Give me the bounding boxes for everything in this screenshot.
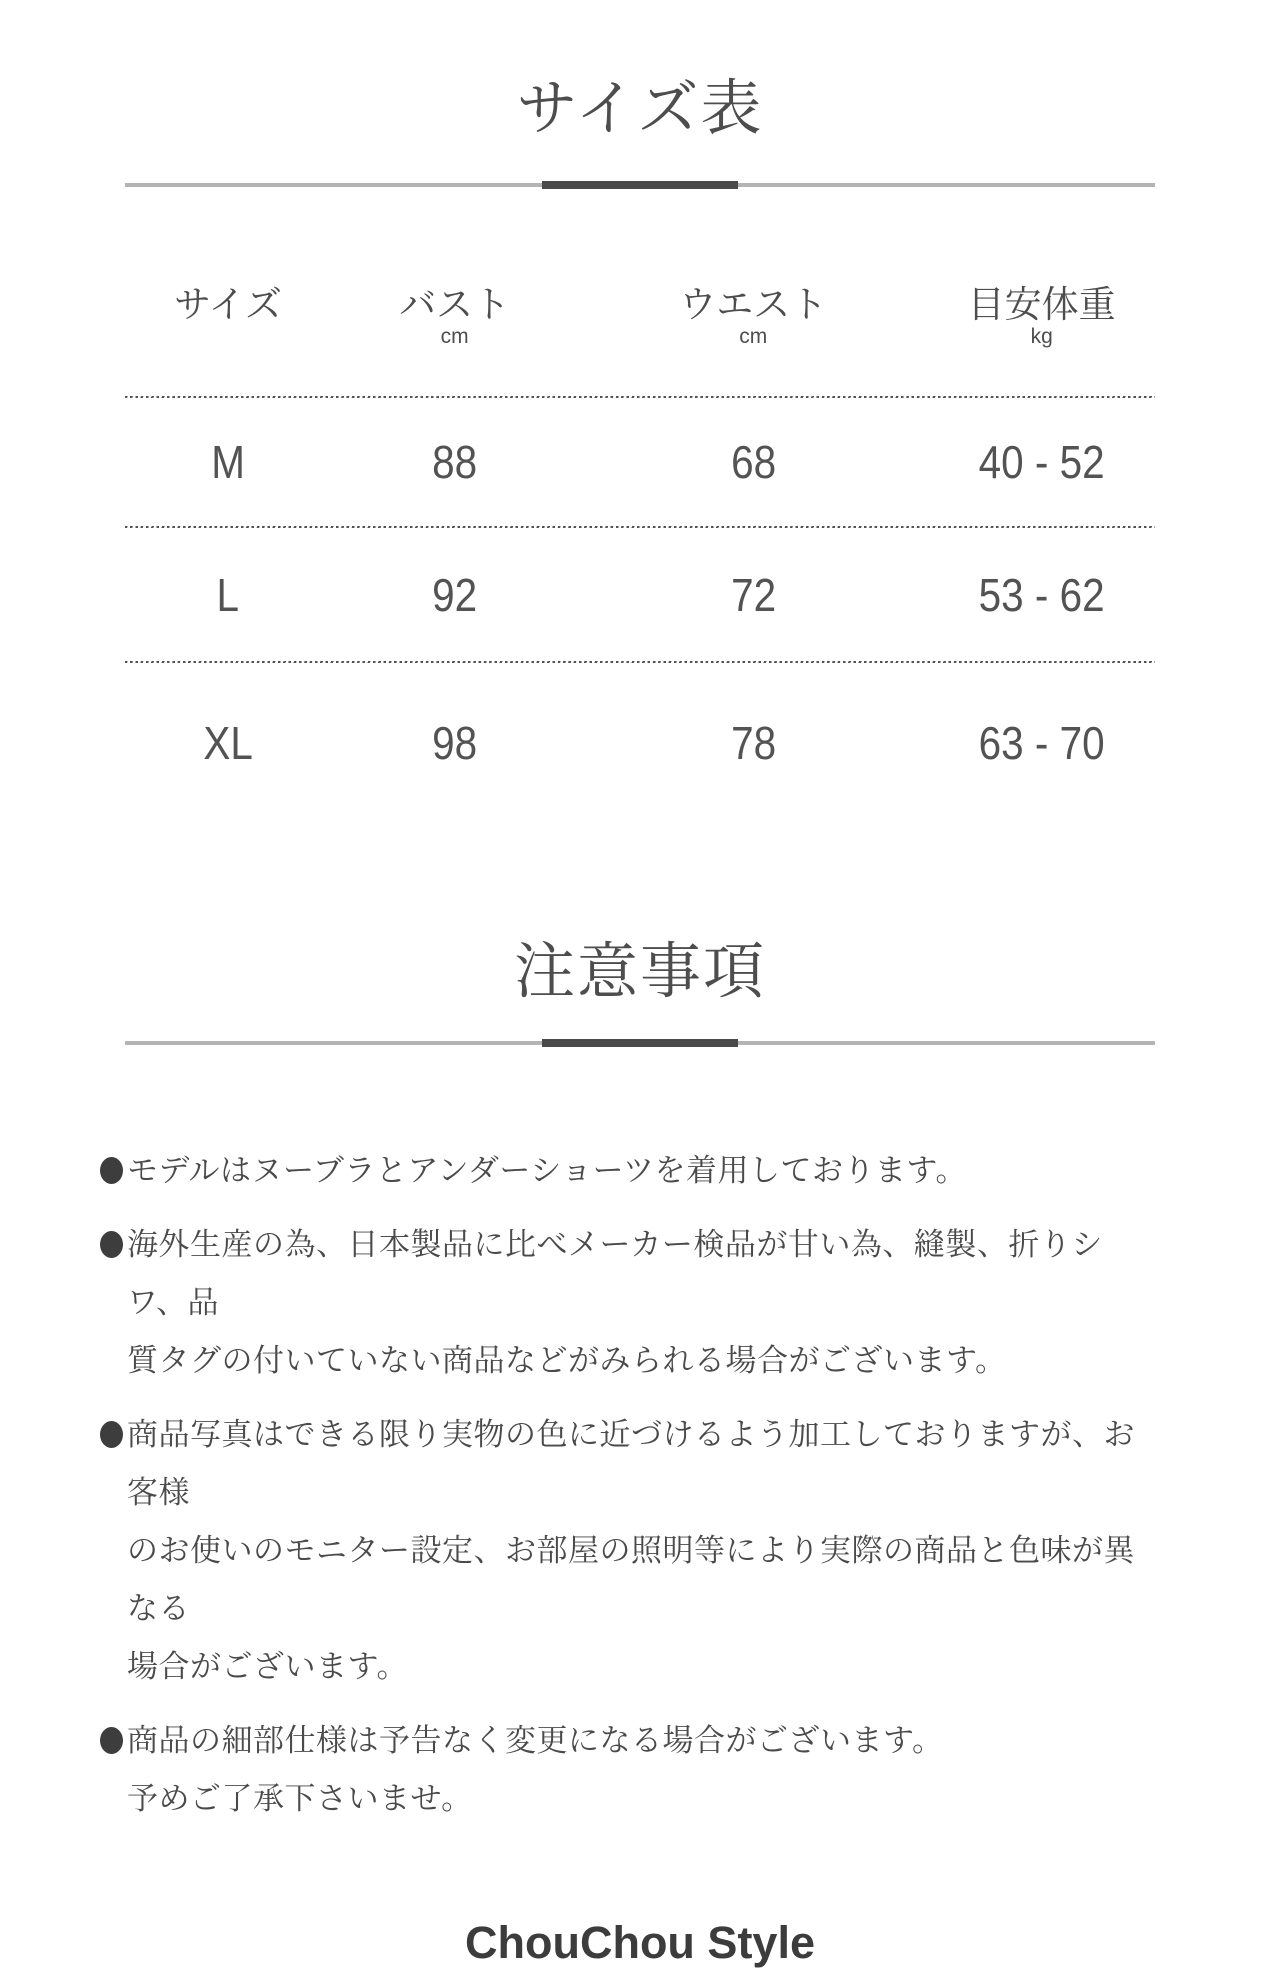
notes-list: [125, 1142, 1155, 1828]
column-label: サイズ: [173, 284, 283, 325]
bullet-icon: [100, 1421, 123, 1448]
column-label: バスト: [399, 284, 511, 325]
size-cell: M: [211, 436, 245, 488]
size-section-divider: [125, 181, 1155, 189]
size-chart-page: [0, 70, 1280, 1968]
note-text: 商品写真はできる限り実物の色に近づけるよう加工しておりますが、お客様 のお使いのモニター設定、お部屋の照明等により実際の商品と色味が異なる 場合がございます。: [127, 1417, 1135, 1684]
bust-cell: 92: [432, 568, 478, 621]
size-table-header-row: [125, 285, 1155, 349]
waist-cell: 78: [730, 717, 776, 769]
column-label: 目安体重: [967, 284, 1116, 325]
size-table-row: [125, 663, 1155, 823]
size-cell: XL: [203, 717, 253, 769]
bullet-icon: [100, 1727, 123, 1754]
note-item: [100, 1406, 1155, 1696]
weight-cell: 63 - 70: [978, 717, 1105, 769]
size-table-column-header: [331, 285, 578, 349]
waist-cell: 72: [730, 568, 776, 621]
size-table: [125, 285, 1155, 823]
column-unit-label: [125, 325, 331, 349]
size-table-column-header: [125, 285, 331, 349]
size-cell: L: [216, 568, 240, 621]
size-table-body: [125, 396, 1155, 823]
divider-dark-accent: [542, 1039, 738, 1047]
size-table-column-header: [928, 285, 1155, 349]
size-section-title: サイズ表: [516, 74, 764, 142]
bullet-icon: [100, 1157, 123, 1184]
bullet-icon: [100, 1231, 123, 1258]
size-table-column-header: [578, 285, 928, 349]
notes-section-title: 注意事項: [513, 937, 766, 1005]
note-item: [100, 1142, 1155, 1200]
column-unit-label: kg: [1030, 325, 1053, 348]
bust-cell: 88: [432, 436, 478, 488]
note-item: [100, 1216, 1155, 1390]
brand-logo: ChouChou Style: [465, 1917, 815, 1968]
notes-section-divider: [125, 1039, 1155, 1047]
note-item: [100, 1712, 1155, 1828]
column-unit-label: cm: [440, 325, 469, 348]
bust-cell: 98: [432, 717, 478, 769]
size-table-row: [125, 398, 1155, 526]
waist-cell: 68: [730, 436, 776, 488]
note-text: モデルはヌーブラとアンダーショーツを着用しております。: [127, 1153, 967, 1188]
note-text: 商品の細部仕様は予告なく変更になる場合がございます。 予めご了承下さいませ。: [127, 1723, 944, 1816]
weight-cell: 53 - 62: [978, 568, 1105, 621]
column-label: ウエスト: [679, 284, 828, 325]
note-text: 海外生産の為、日本製品に比べメーカー検品が甘い為、縫製、折りシワ、品 質タグの付いていない商品などがみられる場合がございます。: [127, 1227, 1103, 1378]
weight-cell: 40 - 52: [978, 436, 1105, 488]
column-unit-label: cm: [739, 325, 768, 348]
size-table-row: [125, 528, 1155, 661]
divider-dark-accent: [542, 181, 738, 189]
content-column: [125, 70, 1155, 1966]
